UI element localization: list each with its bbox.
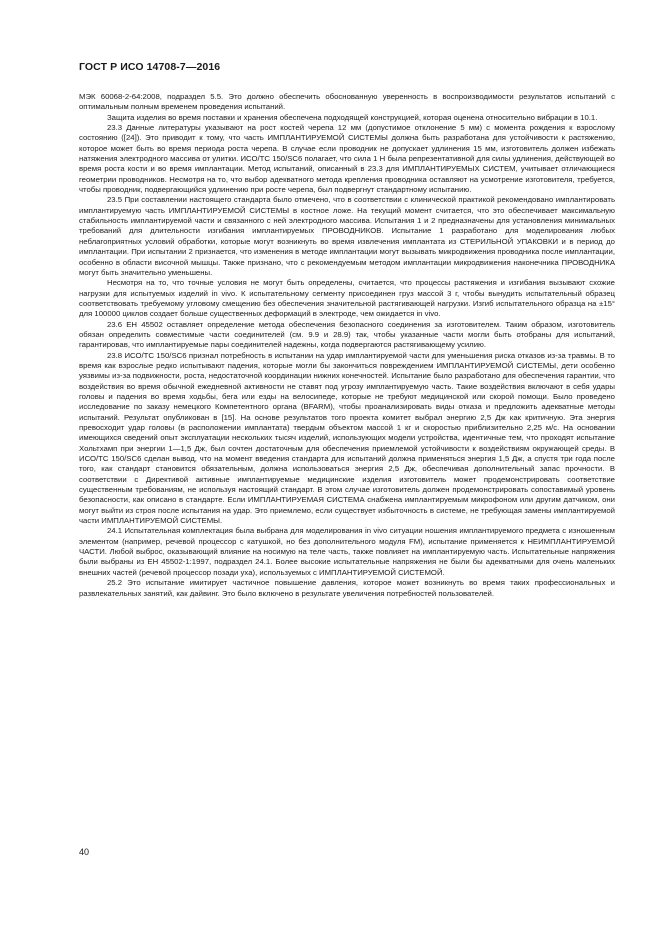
paragraph-protection: Защита изделия во время поставки и хранения обеспечена подходящей конструкцией, которая оценена относительно вибрации в 10.1.: [107, 112, 598, 122]
paragraph-24-1: 24.1 Испытательная комплектация была выбрана для моделирования in vivo ситуации ношения имплантируемого предмета с изношенным элементом (например, речевой процессор с катушкой, но без дополнительного модуля FM), испытание применяется к НЕИМПЛАНТИРУЕМОЙ ЧАСТИ. Любой выброс, оказывающий влияние на носимую на теле часть, также повлияет на имплантируемую часть. Испытательные напряжения были выбраны из ЕН 45502-1:1997, подраздел 24.1. Более высокие испытательные напряжения не были бы адекватными для очень маленьких внешних частей (речевой процессор позади уха), используемых с ИМПЛАНТИРУЕМОЙ СИСТЕМОЙ.: [79, 526, 615, 577]
paragraph-intro: МЭК 60068-2-64:2008, подраздел 5.5. Это должно обеспечить обоснованную уверенность в воспроизводимости результатов испытаний с оптимальным полным временем проведения испытаний.: [79, 92, 615, 112]
document-header-title: ГОСТ Р ИСО 14708-7—2016: [79, 61, 221, 73]
paragraph-25-2: 25.2 Это испытание имитирует частичное повышение давления, которое может возникнуть во время таких профессиональных и развлекательных занятий, как дайвинг. Это было включено в результате увеличения потребностей пользователей.: [79, 578, 615, 598]
paragraph-23-5: 23.5 При составлении настоящего стандарта было отмечено, что в соответствии с клинической практикой рекомендовано имплантировать имплантируемую часть ИМПЛАНТИРУЕМОЙ СИСТЕМЫ в костное ложе. На текущий момент считается, что это обеспечивает максимальную стабильность имплантируемой части и связанного с ней электродного массива. Испытания 1 и 2 предназначены для установления минимальных требований для длительности изгибания имплантируемых ПРОВОДНИКОВ. Испытание 1 разработано для моделирования любых неблагоприятных условий обработки, которые могут возникнуть во время извлечения имплантата из СТЕРИЛЬНОЙ УПАКОВКИ и в период до имплантации. При испытании 2 признается, что изменения в методе имплантации могут вызывать микродвижения проводника после имплантации, особенно в области височной мышцы. Также признано, что с рекомендуемым методом имплантации микродвижения наконечника ПРОВОДНИКА могут быть значительно уменьшены.: [79, 195, 615, 277]
paragraph-23-3: 23.3 Данные литературы указывают на рост костей черепа 12 мм (допустимое отклонение 5 мм) с момента рождения к взрослому состоянию ([24]). Это приводит к тому, что часть ИМПЛАНТИРУЕМОЙ СИСТЕМЫ должна быть разработана для устойчивости к растяжению, которое может быть во время периода роста черепа. В случае если проводник не допускает удлинения 15 мм, изготовитель должен избежать натяжения электродного массива от улитки. ИСО/ТС 150/SC6 полагает, что сила 1 Н была репрезентативной для силы удлинения, действующей во время роста кости и во время имплантации. Метод испытаний, описанный в 23.3 для ИМПЛАНТИРУЕМЫХ СИСТЕМ, учитывает отличающиеся геометрии проводников. Несмотря на то, что выбор адекватного метода крепления проводника оставляют на усмотрение изготовителя, требуется, чтобы проводник, подвергающийся удлинению при росте черепа, был подвергнут стандартному испытанию.: [79, 123, 615, 195]
paragraph-23-5-cont: Несмотря на то, что точные условия не могут быть определены, считается, что процессы растяжения и изгибания вызывают схожие нагрузки для испытуемых изделий in vivo. К испытательному сегменту присоединен груз массой 3 г, чтобы вынудить испытательный образец соответствовать требуемому угловому смещению без обеспечения значительной растягивающей нагрузки. Изгиб испытательного образца на ±15° для 100000 циклов создает больше существенных деформаций в электроде, чем ожидается in vivo.: [79, 278, 615, 319]
paragraph-23-8: 23.8 ИСО/ТС 150/SC6 признал потребность в испытании на удар имплантируемой части для уменьшения риска отказов из-за травмы. В то время как взрослые редко испытывают падения, которые могли бы закончиться повреждением ИМПЛАНТИРУЕМОЙ СИСТЕМЫ, дети особенно уязвимы из-за подвижности, роста, недостаточной координации нижних конечностей. Испытание было разработано для обеспечения гарантии, что воздействия во время обычной ежедневной активности не ставят под угрозу имплантируемую часть. Такие воздействия включают в себя удары головы и падения во время ходьбы, бега или езды на велосипеде, которые не требуют медицинской или скорой помощи. Было проведено исследование по заказу немецкого Компетентного органа (BFARM), чтобы проанализировать виды отказа и предложить адекватные методы испытаний. Результат опубликован в [15]. На основе результатов того проекта комитет выбрал энергию 2,5 Дж как критичную. Эта энергия превосходит удар головы (в расположении имплантата) твердым объектом массой 1 кг и скоростью приблизительно 2,25 м/с. На основании имеющихся сведений опыт эксплуатации нескольких тысяч изделий, использующих модели устройства, идентичные тем, что проходят испытание Хольтхамп при энергии 1—1,5 Дж, был сочтен достаточным для обеспечения приемлемой устойчивости к воздействиям окружающей среды. В ИСО/ТС 150/SC6 сделан вывод, что на момент введения стандарта для испытаний должна применяться энергия 1,5 Дж, а спустя три года после того, как стандарт становится обязательным, должна использоваться энергия 2,5 Дж, обеспечивая дополнительный запас прочности. В соответствии с Директивой активные имплантируемые медицинские изделия изготовитель может продемонстрировать соответствие существенным требованиям, не используя настоящий стандарт. В этом случае изготовитель должен продемонстрировать сопоставимый уровень безопасности, как описано в стандарте. Если ИМПЛАНТИРУЕМАЯ СИСТЕМА снабжена имплантируемым микрофоном или другим датчиком, они могут выйти из строя после испытания на удар. Это приемлемо, если существует избыточность в системе, не требующая замены имплантируемой части ИМПЛАНТИРУЕМОЙ СИСТЕМЫ.: [79, 350, 615, 526]
paragraph-23-6: 23.6 ЕН 45502 оставляет определение метода обеспечения безопасного соединения за изготовителем. Таким образом, изготовитель обязан определить совместимые части соединителей (см. 9.9 и 28.9) так, чтобы указанные части могли быть отобраны для испытаний, гарантировав, что имплантируемые пары соединителей надежны, когда подвергаются растягивающему усилию.: [79, 319, 615, 350]
page-number: 40: [79, 847, 90, 857]
document-body: [79, 92, 615, 599]
